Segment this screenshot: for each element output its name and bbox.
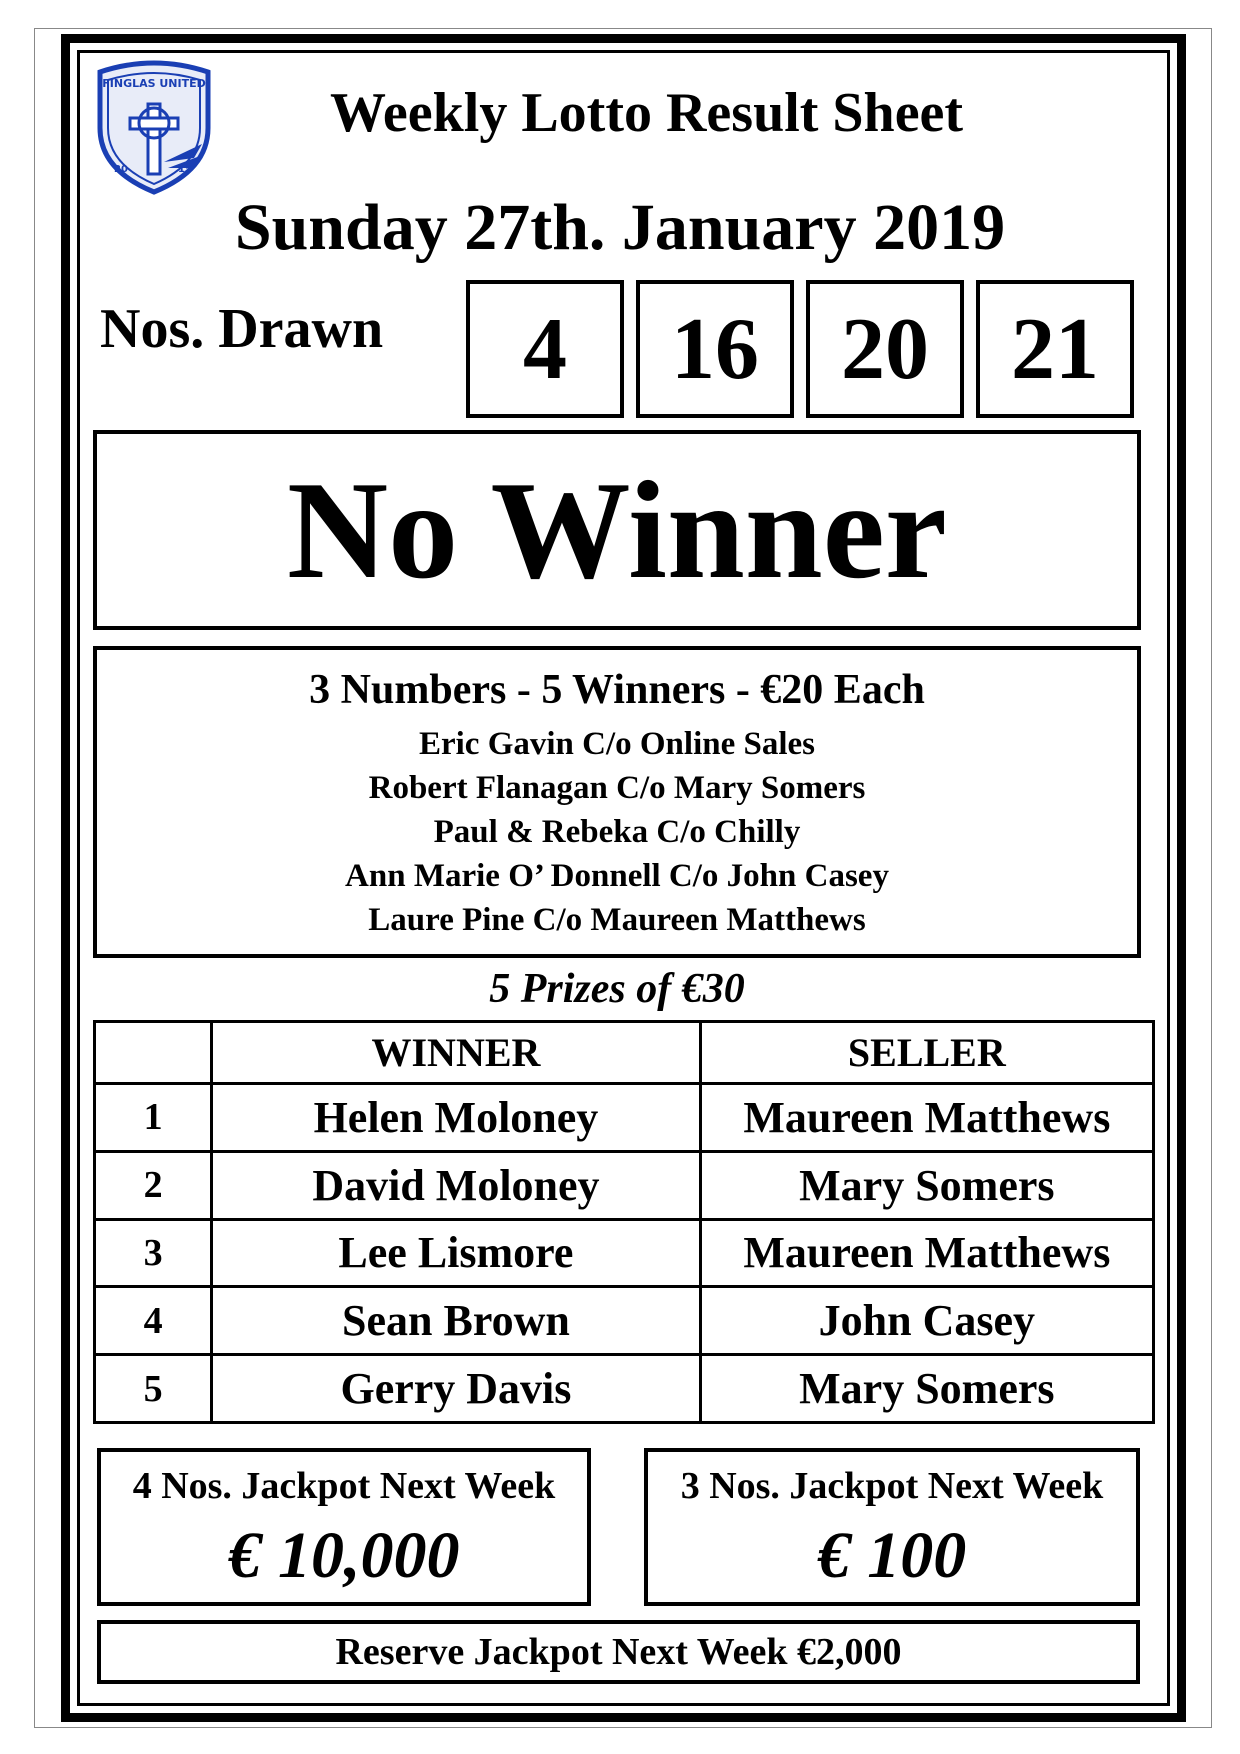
table-row — [95, 1084, 1154, 1152]
table-row — [95, 1355, 1154, 1423]
three-numbers-jackpot-amount: € 100 — [817, 1519, 967, 1592]
logo-text: FINGLAS UNITED — [102, 76, 206, 90]
table-row — [95, 1287, 1154, 1355]
prize-number: 5 — [95, 1355, 212, 1423]
draw-date: Sunday 27th. January 2019 — [234, 191, 1006, 264]
table-header-winner: WINNER — [212, 1022, 700, 1084]
three-numbers-jackpot-box — [644, 1448, 1140, 1606]
numbers-drawn-label: Nos. Drawn — [100, 298, 384, 360]
result-banner: No Winner — [93, 430, 1141, 630]
prizes-table — [93, 1020, 1155, 1424]
prize-winner: Sean Brown — [212, 1287, 700, 1355]
table-header-seller: SELLER — [700, 1022, 1153, 1084]
prize-seller: Mary Somers — [700, 1151, 1153, 1219]
reserve-jackpot: Reserve Jackpot Next Week €2,000 — [97, 1620, 1140, 1684]
prize-winner: Lee Lismore — [212, 1219, 700, 1287]
drawn-number-2: 16 — [636, 280, 794, 418]
drawn-number-3: 20 — [806, 280, 964, 418]
list-item: Eric Gavin C/o Online Sales — [418, 726, 816, 762]
prize-number: 4 — [95, 1287, 212, 1355]
prize-seller: Mary Somers — [700, 1355, 1153, 1423]
list-item: Robert Flanagan C/o Mary Somers — [368, 770, 866, 806]
sheet-title: Weekly Lotto Result Sheet — [330, 82, 964, 144]
table-row — [95, 1219, 1154, 1287]
three-numbers-jackpot-label: 3 Nos. Jackpot Next Week — [680, 1465, 1104, 1507]
prize-winner: Gerry Davis — [212, 1355, 700, 1423]
prize-seller: John Casey — [700, 1287, 1153, 1355]
list-item: Laure Pine C/o Maureen Matthews — [368, 902, 866, 938]
table-header-number — [95, 1022, 212, 1084]
prize-number: 2 — [95, 1151, 212, 1219]
table-row — [95, 1151, 1154, 1219]
four-numbers-jackpot-amount: € 10,000 — [228, 1519, 460, 1592]
three-numbers-panel — [93, 646, 1141, 958]
three-numbers-heading: 3 Numbers - 5 Winners - €20 Each — [309, 667, 925, 713]
logo-year-right: 15 — [178, 164, 192, 175]
drawn-number-4: 21 — [976, 280, 1134, 418]
four-numbers-jackpot-label: 4 Nos. Jackpot Next Week — [132, 1465, 556, 1507]
prize-number: 3 — [95, 1219, 212, 1287]
three-numbers-winners — [97, 722, 1137, 942]
prize-winner: David Moloney — [212, 1151, 700, 1219]
prize-seller: Maureen Matthews — [700, 1219, 1153, 1287]
list-item: Paul & Rebeka C/o Chilly — [433, 814, 801, 850]
logo-year-left: 20 — [114, 164, 128, 175]
club-crest-logo — [90, 58, 218, 196]
prizes-heading: 5 Prizes of €30 — [489, 966, 745, 1012]
list-item: Ann Marie O’ Donnell C/o John Casey — [345, 858, 889, 894]
prize-seller: Maureen Matthews — [700, 1084, 1153, 1152]
drawn-number-1: 4 — [466, 280, 624, 418]
prize-number: 1 — [95, 1084, 212, 1152]
four-numbers-jackpot-box — [97, 1448, 591, 1606]
prize-winner: Helen Moloney — [212, 1084, 700, 1152]
